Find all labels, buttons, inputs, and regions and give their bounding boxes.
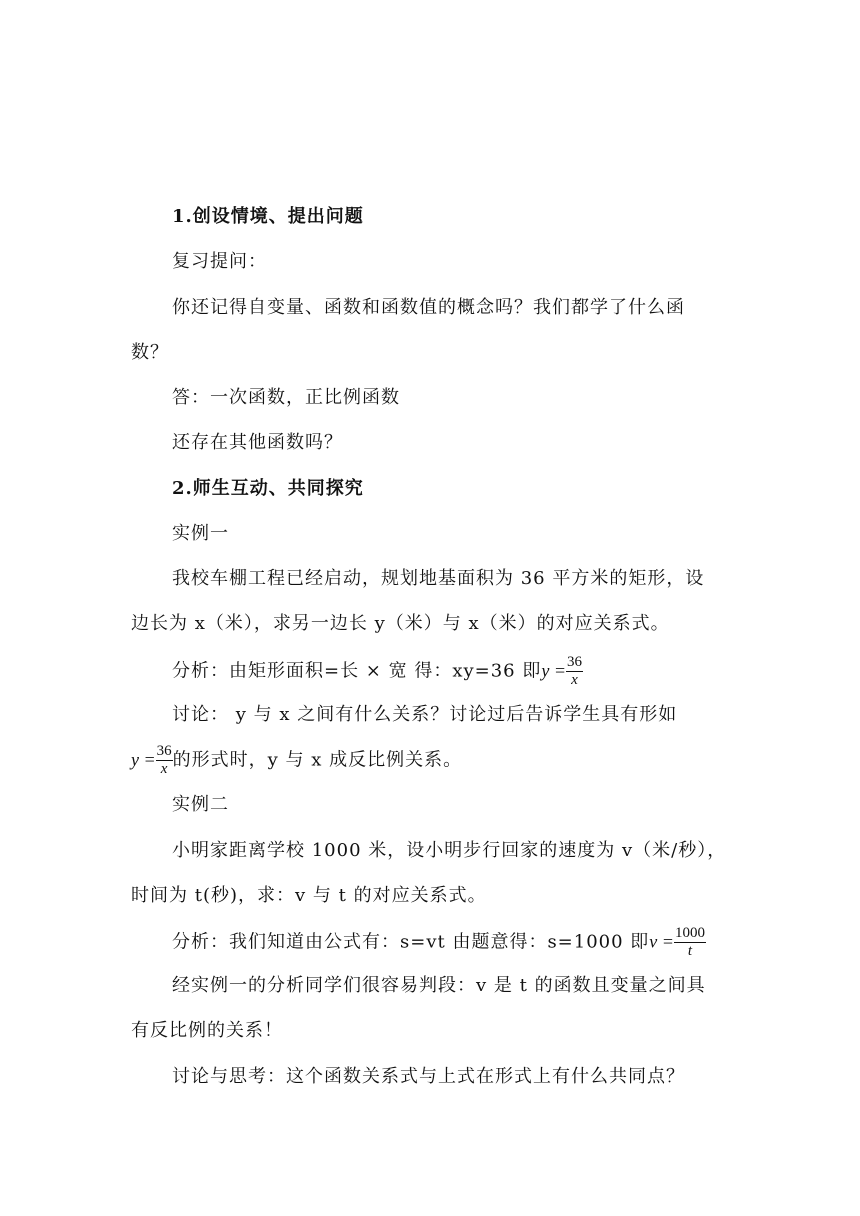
review-question-line-2: 数？ <box>131 342 169 363</box>
example-1-text-line-1: 我校车棚工程已经启动，规划地基面积为 36 平方米的矩形，设 <box>172 568 705 589</box>
example-2-text-line-2: 时间为 t(秒)，求：v 与 t 的对应关系式。 <box>131 885 487 906</box>
example-2-text-line-1: 小明家距离学校 1000 米，设小明步行回家的速度为 v（米/秒）， <box>172 840 727 861</box>
formula-lhs: y = <box>131 749 156 770</box>
fraction-denominator: x <box>160 761 168 777</box>
fraction-numerator: 36 <box>156 743 172 759</box>
example-1-discussion-line-2 <box>131 743 462 778</box>
example-2-reflection: 讨论与思考：这个函数关系式与上式在形式上有什么共同点？ <box>172 1066 685 1087</box>
fraction-denominator: t <box>687 943 693 959</box>
fraction-36-over-x <box>156 743 173 778</box>
fraction-numerator: 1000 <box>674 925 705 941</box>
example-2-judgement-line-1: 经实例一的分析同学们很容易判段：v 是 t 的函数且变量之间具 <box>172 975 706 996</box>
example-1-title: 实例一 <box>172 523 229 544</box>
review-label: 复习提问： <box>172 251 267 272</box>
fraction-36-over-x <box>566 654 583 689</box>
fraction-numerator: 36 <box>567 654 582 670</box>
example-1-analysis-text: 分析：由矩形面积=长 × 宽 得：xy=36 即 <box>172 660 542 682</box>
review-followup: 还存在其他函数吗？ <box>172 432 343 453</box>
example-1-discussion-text: 的形式时，y 与 x 成反比例关系。 <box>172 749 463 771</box>
example-2-analysis <box>172 925 706 960</box>
fraction-1000-over-t <box>674 925 706 960</box>
section-1-heading: 1.创设情境、提出问题 <box>172 206 364 227</box>
example-1-analysis <box>172 654 583 689</box>
review-answer: 答：一次函数，正比例函数 <box>172 387 400 408</box>
section-2-heading: 2.师生互动、共同探究 <box>172 478 364 499</box>
review-question-line-1: 你还记得自变量、函数和函数值的概念吗？我们都学了什么函 <box>172 297 685 318</box>
formula-lhs: y = <box>541 660 566 681</box>
example-2-judgement-line-2: 有反比例的关系！ <box>131 1020 283 1041</box>
formula-lhs: v = <box>649 931 674 952</box>
example-1-text-line-2: 边长为 x（米），求另一边长 y（米）与 x（米）的对应关系式。 <box>131 613 670 634</box>
example-2-analysis-text: 分析：我们知道由公式有：s=vt 由题意得：s=1000 即 <box>172 931 650 953</box>
example-1-discussion-line-1: 讨论： y 与 x 之间有什么关系？讨论过后告诉学生具有形如 <box>172 704 678 725</box>
example-2-title: 实例二 <box>172 794 229 815</box>
fraction-denominator: x <box>571 672 578 688</box>
